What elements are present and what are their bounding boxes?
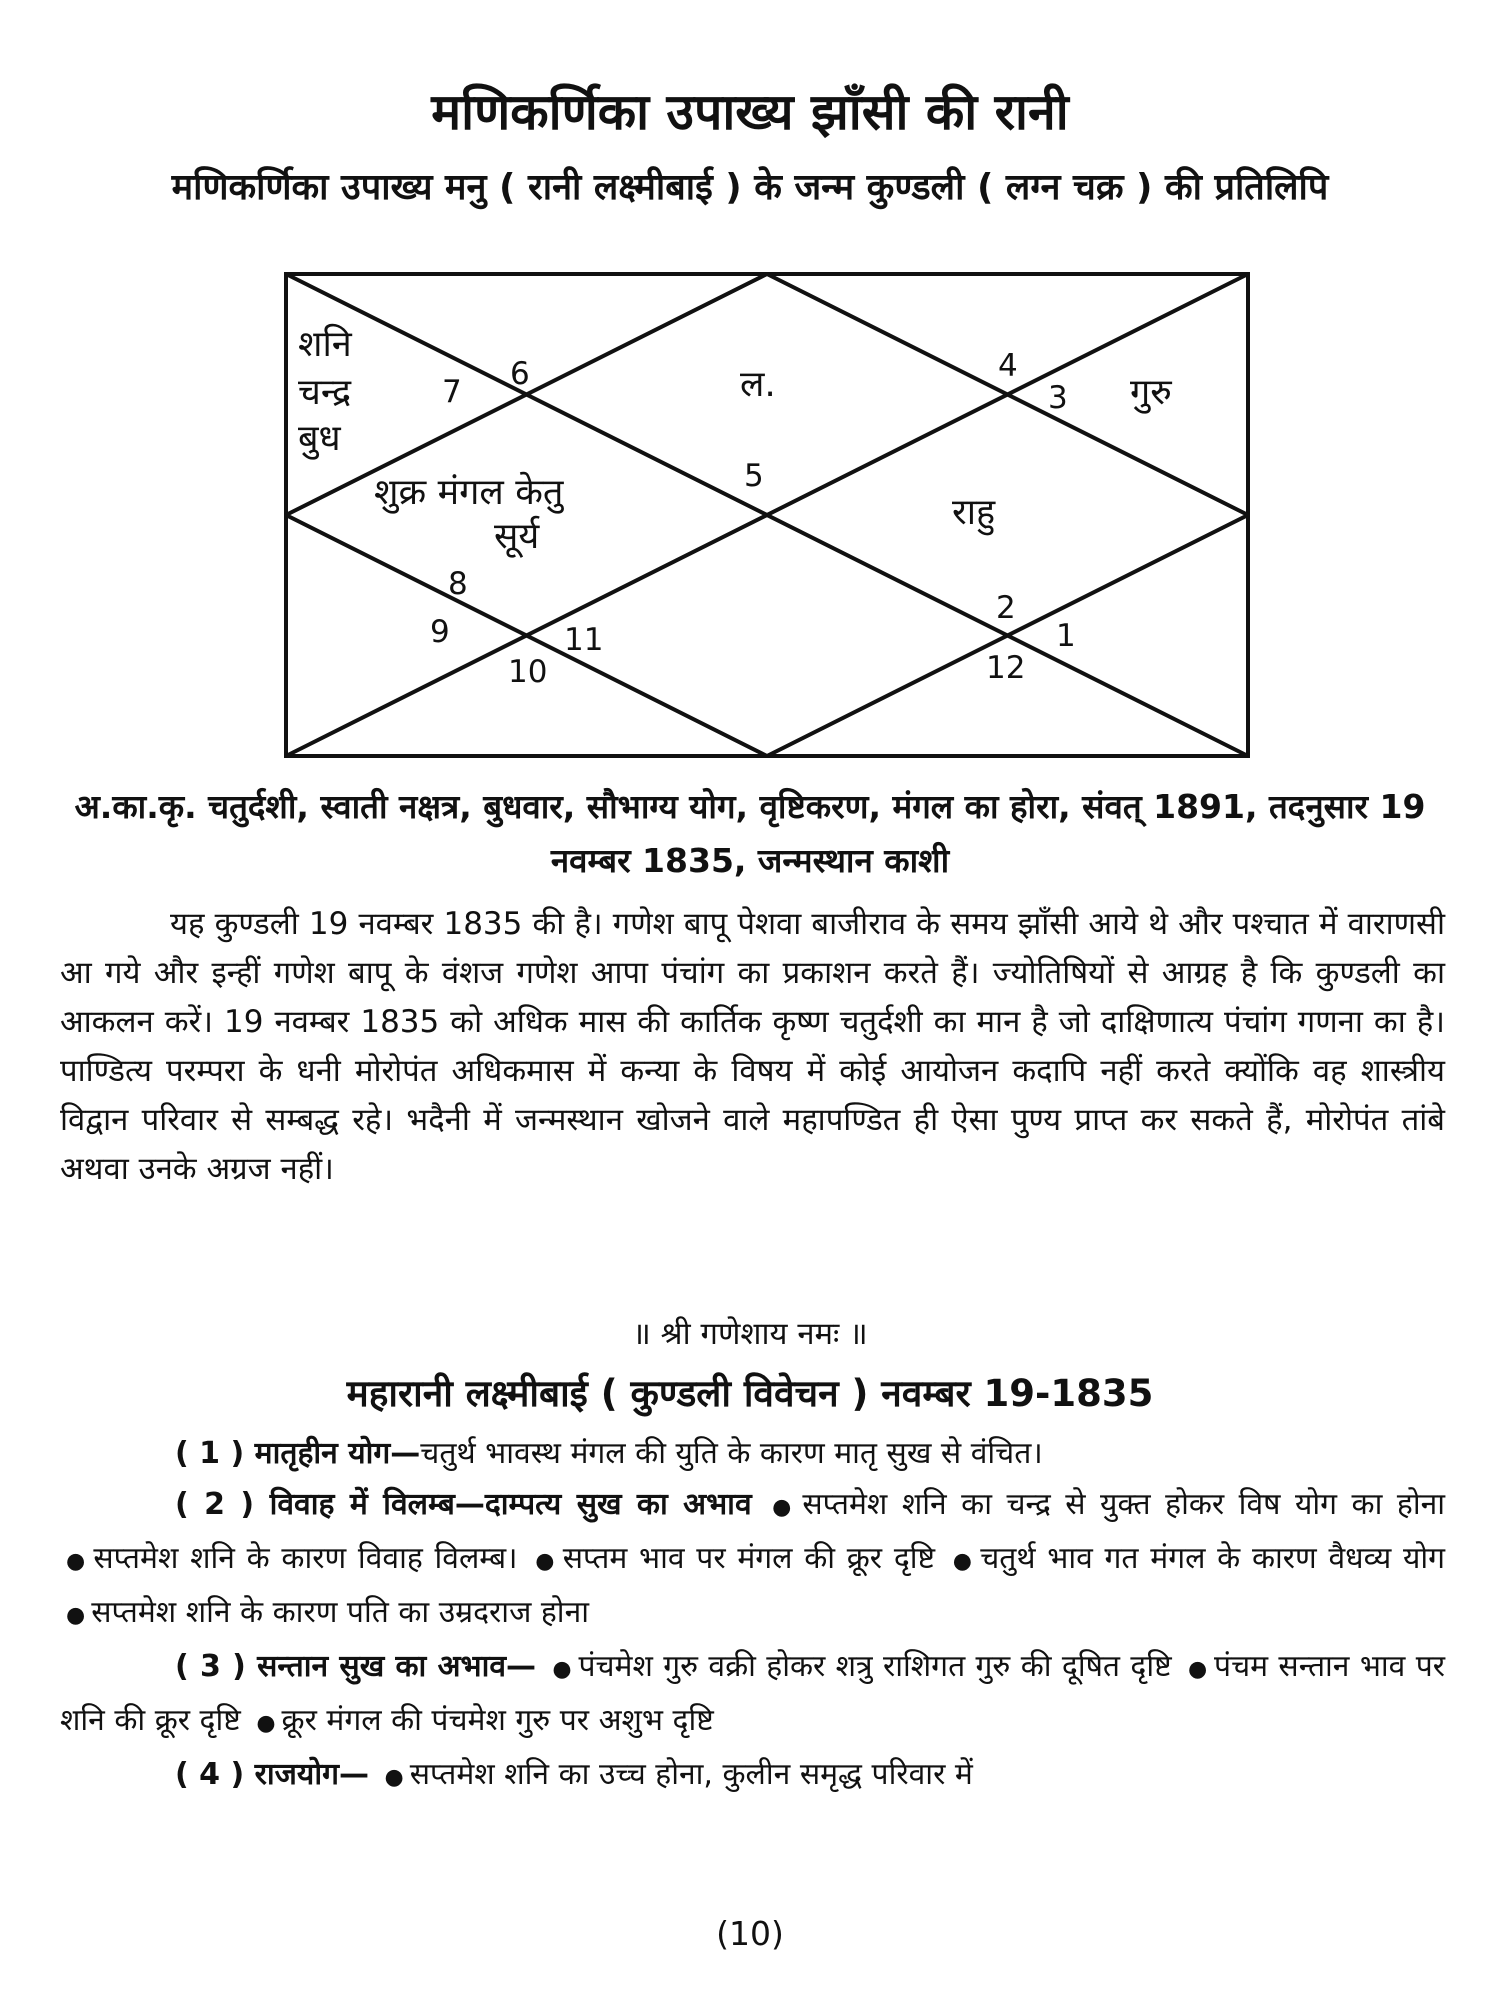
house-number-1: 1 [1056,618,1076,654]
planet-rahu: राहु [952,492,996,533]
analysis-item-2 [60,1479,1445,1641]
house-number-10: 10 [508,654,548,690]
house-number-11: 11 [564,622,604,658]
house-lagna-mark: ल. [740,364,776,405]
house-number-8: 8 [448,566,468,602]
analysis-item-4 [60,1749,1445,1803]
item-label: ( 3 ) सन्तान सुख का अभाव— [175,1649,537,1684]
item-label: ( 2 ) विवाह में विलम्ब—दाम्पत्य सुख का अभाव [175,1487,752,1522]
item-text: चतुर्थ भावस्थ मंगल की युति के कारण मातृ सुख से वंचित। [420,1436,1043,1471]
item-text: सप्तमेश शनि का उच्च होना, कुलीन समृद्ध परिवार में [409,1757,973,1792]
kundali-chart [284,272,1250,758]
item-text: क्रूर मंगल की पंचमेश गुरु पर अशुभ दृष्टि [281,1703,714,1738]
kundali-grid [286,274,1248,756]
house-number-5: 5 [744,458,764,494]
house-number-4: 4 [998,348,1018,384]
body-paragraph: यह कुण्डली 19 नवम्बर 1835 की है। गणेश बापू पेशवा बाजीराव के समय झाँसी आये थे और पश्चात में वाराणसी आ गये और इन्हीं गणेश बापू के वंशज गणेश आपा पंचांग का प्रकाशन करते हैं। ज्योतिषियों से आग्रह है कि कुण्डली का आकलन करें। 19 नवम्बर 1835 को अधिक मास की कार्तिक कृष्ण चतुर्दशी का मान है जो दाक्षिणात्य पंचांग गणना का है। पाण्डित्य परम्परा के धनी मोरोपंत अधिकमास में कन्या के विषय में कोई आयोजन कदापि नहीं करते क्योंकि वह शास्त्रीय विद्वान परिवार से सम्बद्ध रहे। भदैनी में जन्मस्थान खोजने वाले महापण्डित ही ऐसा पुण्य प्राप्त कर सकते हैं, मोरोपंत तांबे अथवा उनके अग्रज नहीं। [60,906,1445,1187]
invocation-line: ॥ श्री गणेशाय नमः ॥ [632,1316,868,1352]
planet-chandra: चन्द्र [298,372,352,413]
item-label: ( 1 ) मातृहीन योग— [175,1436,421,1471]
section-heading: महारानी लक्ष्मीबाई ( कुण्डली विवेचन ) नवम्बर 19-1835 [346,1372,1154,1415]
house-number-12: 12 [986,650,1026,686]
item-text: चतुर्थ भाव गत मंगल के कारण वैधव्य योग [980,1541,1446,1576]
analysis-list [60,1428,1445,1803]
analysis-item-1 [60,1428,1445,1479]
house-number-6: 6 [510,356,530,392]
bullet-icon: ● [952,1549,975,1574]
item-text: सप्तमेश शनि का चन्द्र से युक्त होकर विष योग का होना [802,1487,1446,1522]
page-title: मणिकर्णिका उपाख्य झाँसी की रानी [431,83,1069,141]
house-number-2: 2 [996,590,1016,626]
planet-guru: गुरु [1130,372,1172,413]
bullet-icon: ● [772,1495,797,1520]
item-text: पंचमेश गुरु वक्री होकर शत्रु राशिगत गुरु की दूषित दृष्टि [578,1649,1172,1684]
house-number-3: 3 [1048,380,1068,416]
bullet-icon: ● [552,1657,573,1682]
bullet-icon: ● [384,1765,404,1790]
item-text: सप्तमेश शनि के कारण पति का उम्रदराज होना [91,1595,589,1630]
planet-shukra-mangal-ketu: शुक्र मंगल केतु [374,472,564,513]
item-text: सप्तम भाव पर मंगल की क्रूर दृष्टि [562,1541,936,1576]
bullet-icon: ● [256,1711,276,1736]
planet-shani: शनि [298,324,352,365]
planet-surya: सूर्य [494,516,540,557]
page-number: (10) [716,1914,784,1953]
page-subtitle: मणिकर्णिका उपाख्य मनु ( रानी लक्ष्मीबाई ) के जन्म कुण्डली ( लग्न चक्र ) की प्रतिलिपि [171,167,1329,208]
house-number-7: 7 [442,374,462,410]
bullet-icon: ● [1188,1657,1209,1682]
item-text: सप्तमेश शनि के कारण विवाह विलम्ब। [93,1541,518,1576]
bullet-icon: ● [66,1603,86,1628]
item-text: पंचम सन्तान भाव पर शनि की क्रूर दृष्टि [60,1649,1446,1738]
bullet-icon: ● [66,1549,88,1574]
item-label: ( 4 ) राजयोग— [175,1757,369,1792]
bullet-icon: ● [535,1549,557,1574]
birth-details-caption: अ.का.कृ. चतुर्दशी, स्वाती नक्षत्र, बुधवार, सौभाग्य योग, वृष्टिकरण, मंगल का होरा, संवत् 1891, तदनुसार 19 नवम्बर 1835, जन्मस्थान काशी [74,787,1426,880]
planet-budh: बुध [298,418,341,459]
house-number-9: 9 [430,614,450,650]
planet-labels [298,323,1172,558]
analysis-item-3 [60,1641,1445,1749]
